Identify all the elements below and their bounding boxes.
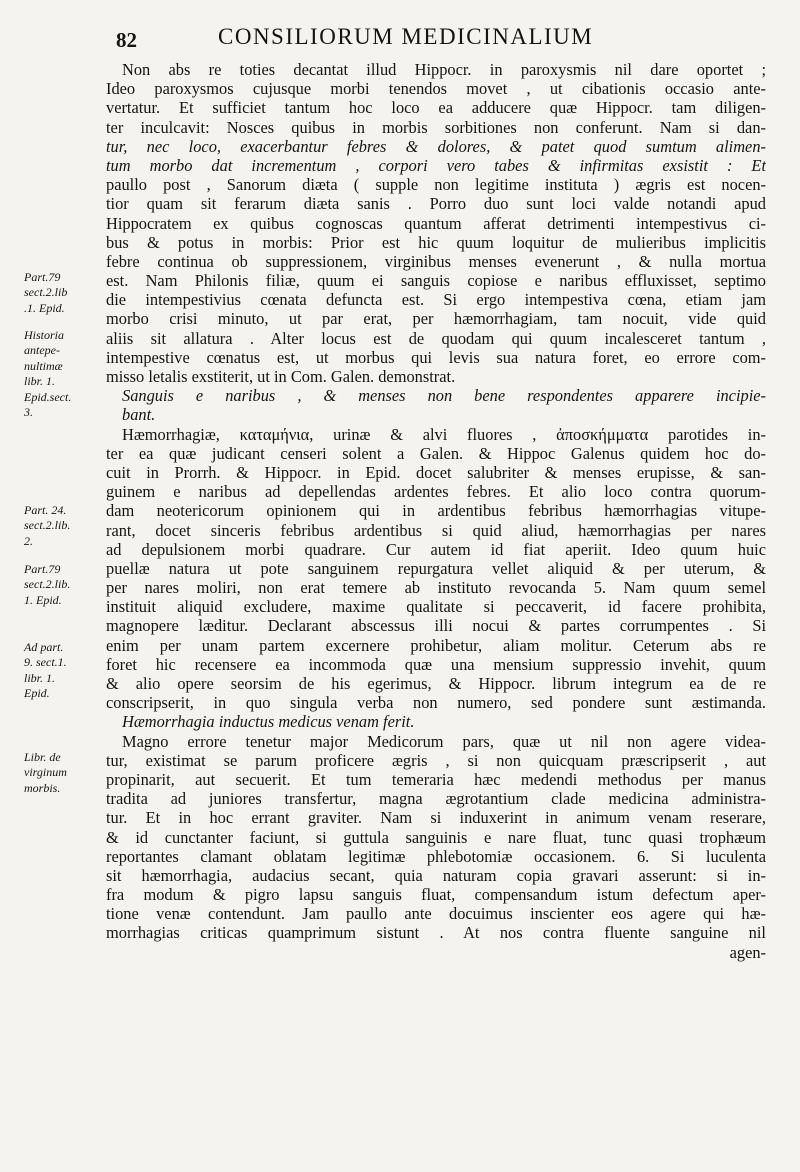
text-line: tur, existimat se parum proficere ægris , si non quicquam præscripserit , aut <box>106 750 766 770</box>
text-line: instituit aliquid excludere, maxime qualitate si peccaverit, id facere prohibita, <box>106 597 766 617</box>
text-line: propinarit, aut secuerit. Et tum temeraria hæc medendi methodus per manus <box>106 769 766 789</box>
text-line: aliis sit allatura . Alter locus est de quodam qui quum incalesceret tantum , <box>106 328 766 348</box>
text-line: Magno errore tenetur major Medicorum pars, quæ ut nil non agere videa- <box>122 731 766 751</box>
text-line: Ideo paroxysmos cujusque morbi tenendos movet , ut cibationis occasio ante- <box>106 79 766 99</box>
text-line: & id cunctanter faciunt, si guttula sanguinis e nare fluat, tunc quasi trophæum <box>106 827 766 847</box>
text-line: Non abs re toties decantat illud Hippocr. in paroxysmis nil dare oportet ; <box>122 60 766 79</box>
text-line: ter inculcavit: Nosces quibus in morbis sorbitiones non conferunt. Nam si dan- <box>106 117 766 137</box>
text-line: conscripserit, in quo singula verba non numero, sed pondere sunt æstimanda. <box>106 693 766 713</box>
text-line: tradita ad juniores transfertur, magna ægrotantium clade medicina administra- <box>106 789 766 809</box>
text-line: die intempestivius cœnata defuncta est. Si ergo intempestiva cœna, etiam jam <box>106 290 766 310</box>
text-line: intempestive cœnatus est, ut morbus qui levis sua natura foret, eo errore com- <box>106 347 766 367</box>
margin-note: Libr. de virginum morbis. <box>24 750 67 795</box>
text-line: puellæ natura ut pote sanguinem repurgatura vellet aliquid & per uterum, & <box>106 558 766 578</box>
text-line: Hæmorrhagiæ, καταμήνια, urinæ & alvi fluores , ἀποσκήμματα parotides in- <box>122 424 766 444</box>
text-line: tur. Et in hoc errant graviter. Nam si induxerint in animum venam reserare, <box>106 808 766 828</box>
text-line: Sanguis e naribus , & menses non bene respondentes apparere incipie- <box>122 386 766 406</box>
text-line: morrhagias criticas quamprimum sistunt . At nos contra fluente sanguine nil <box>106 923 766 943</box>
margin-note: Historia antepe- nultimæ libr. 1. Epid.sect. 3. <box>24 328 72 420</box>
text-line: tior quam sit ferarum diæta sanis . Porro duo sunt loci valde notandi apud <box>106 194 766 214</box>
text-line: tione venæ contendunt. Jam paullo ante docuimus inscienter eos agere qui hæ- <box>106 904 766 924</box>
text-line: per nares moliri, non erat temere ab instituto revocanda 5. Nam quum semel <box>106 578 766 598</box>
text-line: est. Nam Philonis filiæ, quum ei sanguis copiose e naribus effluxisset, septimo <box>106 271 766 291</box>
text-line: agen- <box>729 942 766 962</box>
text-line: ter ea quæ judicant censeri solent a Galen. & Hippoc Galenus quidem hoc do- <box>106 443 766 463</box>
body-text <box>106 60 766 962</box>
text-line: ad depulsionem morbi quadrare. Cur autem id fiat aperiit. Ideo quum huic <box>106 539 766 559</box>
text-line: morbo crisi minuto, ut par erat, per hæmorrhagiam, tam nocuit, vide quid <box>106 309 766 329</box>
text-line: foret hic recensere ea incommoda quæ una mensium suppressio invehit, quum <box>106 654 766 674</box>
page-header <box>108 16 758 56</box>
text-line: febre continua ob suppressionem, virginibus menses evenerunt , & nulla mortua <box>106 251 766 271</box>
text-line: vertatur. Et sufficiet tantum hoc loco ea adducere quæ Hippocr. tam diligen- <box>106 98 766 118</box>
text-line: tur, nec loco, exacerbantur febres & dolores, & patet quod sumtum alimen- <box>106 136 766 156</box>
text-line: tum morbo dat incrementum , corpori vero tabes & infirmitas exsistit : Et <box>106 155 766 175</box>
text-line: cuit in Prorrh. & Hippocr. in Epid. docet salubriter & menses erupisse, & san- <box>106 462 766 482</box>
text-line: bant. <box>122 405 156 425</box>
text-line: fra modum & pigro lapsu sanguis fluat, compensandum istum defectum aper- <box>106 885 766 905</box>
text-line: paullo post , Sanorum diæta ( supple non legitime instituta ) ægris est nocen- <box>106 175 766 195</box>
running-title: CONSILIORUM MEDICINALIUM <box>218 24 594 49</box>
text-line: bus & potus in morbis: Prior est hic quum loquitur de mulieribus implicitis <box>106 232 766 252</box>
text-line: rant, docet sinceris febribus ardentibus si quid aliud, hæmorrhagias per nares <box>106 520 766 540</box>
margin-note: Part.79 sect.2.lib. 1. Epid. <box>24 562 71 607</box>
text-line: magnopere læditur. Declarant abscessus illi nocui & partes corrumpentes . Si <box>106 616 766 636</box>
page-number: 82 <box>116 28 137 52</box>
margin-note: Part.79 sect.2.lib .1. Epid. <box>24 270 68 315</box>
margin-note: Ad part. 9. sect.1. libr. 1. Epid. <box>24 640 67 701</box>
text-line: misso letalis exstiterit, ut in Com. Galen. demonstrat. <box>106 367 456 386</box>
text-line: sit hæmorrhagia, audacius secant, quia naturam copia gravari asserunt: si in- <box>106 865 766 885</box>
margin-note: Part. 24. sect.2.lib. 2. <box>24 503 71 548</box>
text-line: dam neotericorum opinionem qui in ardentibus febribus hæmorrhagias vitupe- <box>106 501 766 521</box>
text-line: reportantes clamant oblatam legitimæ phlebotomiæ occasionem. 6. Si luculenta <box>106 846 766 866</box>
text-line: & alio opere seorsim de his egerimus, & Hippocr. librum integrum ea de re <box>106 674 766 693</box>
text-line: guinem e naribus ad depellendas ardentes febres. Et alio loco contra quorum- <box>106 482 766 502</box>
text-line: enim per unam partem excernere prohibetur, aliam molitur. Ceterum abs re <box>106 635 766 655</box>
text-line: Hæmorrhagia inductus medicus venam ferit. <box>122 712 415 732</box>
text-line: Hippocratem ex quibus cognoscas quantum afferat detrimenti intempestivus ci- <box>106 213 766 233</box>
